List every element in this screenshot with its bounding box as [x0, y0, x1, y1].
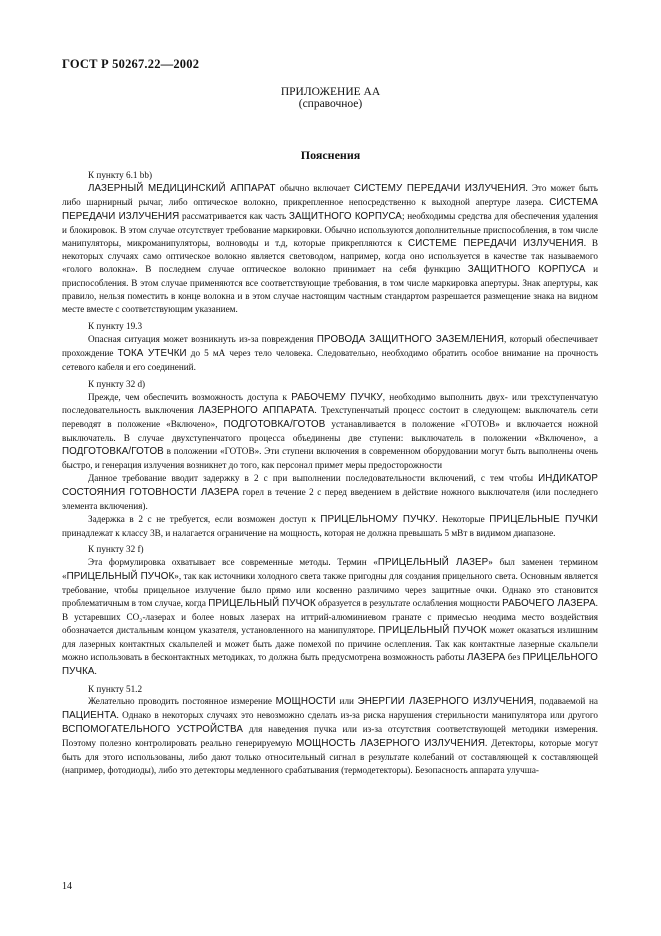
- body-paragraph: [62, 556, 598, 678]
- paragraph-text: устанавливается в положение «ГОТОВ» и включается ножной выключатель. В случае двухступенчатого процесса объединены две ступени: выключатель в положении «Включено», а: [62, 419, 598, 444]
- paragraph-text: , необходимо выполнить двух- или трехступенчатую последовательность выключения: [62, 391, 598, 416]
- paragraph-text: горел в течение 2 с перед введением в действие ножного выключателя (или последнего элемента включения).: [62, 486, 598, 511]
- defined-term: МОЩНОСТИ: [275, 696, 336, 708]
- clause-reference: К пункту 19.3: [88, 320, 143, 331]
- paragraph-text: принадлежат к классу 3В, и налагается ограничение на мощность, которая не должна превышать 5 мВт в видимом диапазоне.: [62, 527, 556, 538]
- defined-term: ТОКА УТЕЧКИ: [117, 347, 187, 359]
- clause-reference: К пункту 6.1 bb): [88, 170, 153, 180]
- defined-term: СИСТЕМЕ ПЕРЕДАЧИ ИЗЛУЧЕНИЯ: [408, 237, 584, 249]
- defined-term: ПРИЦЕЛЬНЫЙ ПУЧОК: [378, 624, 487, 636]
- paragraph-text: до 5 мА через тело человека. Следовательно, необходимо обратить особое внимание на прочность сетевого кабеля и его соединений.: [62, 347, 599, 372]
- page-number: 14: [62, 881, 72, 892]
- defined-term: РАБОЧЕГО ЛАЗЕРА: [502, 598, 596, 610]
- defined-term: ПРИЦЕЛЬНЫЙ ПУЧОК: [208, 598, 316, 610]
- defined-term: РАБОЧЕМУ ПУЧКУ: [291, 391, 383, 403]
- defined-term: ЭНЕРГИИ ЛАЗЕРНОГО ИЗЛУЧЕНИЯ: [357, 696, 534, 708]
- defined-term: ИНДИКАТОР СОСТОЯНИЯ ГОТОВНОСТИ ЛАЗЕРА: [62, 472, 598, 498]
- paragraph-text: Опасная ситуация может возникнуть из-за повреждения: [88, 333, 317, 344]
- annex-title: ПРИЛОЖЕНИЕ АА: [280, 86, 381, 98]
- defined-term: ЛАЗЕРНЫЙ МЕДИЦИНСКИЙ АППАРАТ: [88, 182, 276, 194]
- paragraph-text: для наведения пучка или из-за отсутствия соответствующей методики измерения. Поэтому полезно контролировать реально генерируемую: [62, 724, 598, 749]
- paragraph-text: Данное требование вводит задержку в 2 с при выполнении последовательности включений, с тем чтобы: [88, 472, 539, 483]
- body-paragraph: [62, 182, 598, 316]
- defined-term: СИСТЕМУ ПЕРЕДАЧИ ИЗЛУЧЕНИЯ: [353, 182, 526, 194]
- defined-term: ПРОВОДА ЗАЩИТНОГО ЗАЗЕМЛЕНИЯ: [316, 333, 504, 345]
- paragraph-text: ; необходимы средства для обеспечения удаления и блокировок. В этом случае отсутствует требование маркировки. Обычно используются дополнительные приспособления, в том числе манипуляторы, микроманипуляторы, волноводы и т.д, которые прикрепляются к: [62, 210, 598, 248]
- paragraph-text: может оказаться излишним для лазерных контактных скальпелей и может быть даже помехой по причине ослепления. Так как контактные лазерные скальпели можно использовать в бесконтактных методиках, то должна быть предусмотрена возможность работы: [62, 624, 598, 662]
- paragraph-text: » был заменен термином «: [62, 557, 598, 582]
- paragraph-text: . В некоторых случаях само оптическое волокно является световодом, например, когда оно используется в качестве так называемого «голого волокна». В последнем случае оптическое волокно принимает на себя функцию: [62, 237, 598, 275]
- defined-term: ЛАЗЕРА: [466, 651, 506, 663]
- annex-type: (справочное): [298, 98, 363, 110]
- defined-term: ПАЦИЕНТА: [62, 710, 117, 722]
- defined-term: ПРИЦЕЛЬНЫЙ ЛАЗЕР: [377, 557, 489, 569]
- paragraph-text: , который обеспечивает прохождение: [62, 333, 598, 358]
- paragraph-text: и приспособления. В этом случае применяются все соответствующие требования, в том числе маркировка апертуры. Знак апертуры, как правило, нельзя поместить в конце волокна и в этом случае настоящим частным стандартом разрешается размещение знака на видном месте вместе с соответствующим указанием.: [62, 264, 598, 315]
- clause-reference: К пункту 32 d): [88, 378, 146, 389]
- defined-term: ПРИЦЕЛЬНЫЕ ПУЧКИ: [489, 513, 598, 525]
- defined-term: ВСПОМОГАТЕЛЬНОГО УСТРОЙСТВА: [62, 724, 243, 736]
- defined-term: ПРИЦЕЛЬНОГО ПУЧКА: [62, 651, 598, 677]
- body-paragraph: [62, 472, 598, 513]
- paragraph-text: , подаваемой на: [533, 696, 598, 707]
- paragraph-text: обычно включает: [275, 182, 354, 193]
- defined-term: ПОДГОТОВКА/ГОТОВ: [62, 446, 164, 458]
- defined-term: ЗАЩИТНОГО КОРПУСА: [288, 210, 402, 222]
- defined-term: ЗАЩИТНОГО КОРПУСА: [467, 264, 586, 276]
- defined-term: СИСТЕМА ПЕРЕДАЧИ ИЗЛУЧЕНИЯ: [62, 196, 598, 222]
- paragraph-text: рассматривается как часть: [179, 210, 289, 221]
- paragraph-text: .: [94, 665, 97, 676]
- paragraph-text: или: [335, 696, 358, 707]
- paragraph-text: без: [505, 651, 523, 662]
- paragraph-text: . Однако в некоторых случаях это невозможно сделать из-за риска нарушения стерильности манипулятора или другого: [116, 710, 598, 721]
- body-paragraph: [62, 695, 598, 776]
- body-paragraph: [62, 513, 598, 540]
- paragraph-text: Задержка в 2 с не требуется, если возможен доступ к: [88, 513, 321, 524]
- body-paragraph: [62, 333, 598, 374]
- defined-term: ЛАЗЕРНОГО АППАРАТА: [198, 405, 315, 417]
- paragraph-text: Эта формулировка охватывает все современные методы. Термин «: [88, 557, 378, 568]
- clause-reference: К пункту 51.2: [88, 683, 143, 694]
- defined-term: ПРИЦЕЛЬНОМУ ПУЧКУ: [320, 513, 436, 525]
- document-header: ГОСТ Р 50267.22—2002: [62, 57, 200, 71]
- paragraph-text: . Трехступенчатый процесс состоит в следующем: выключатель сети переводят в положение «Включено»,: [62, 405, 599, 430]
- defined-term: ПОДГОТОВКА/ГОТОВ: [223, 419, 326, 431]
- paragraph-text: », так как источники холодного света также пригодны для создания прицельного света. Основным является требование, чтобы прицельное излучение было прямо или косвенно различимо через защитные очки. Однако это становится проблематичным в том случае, когда: [62, 571, 598, 609]
- document-body: [62, 165, 598, 777]
- section-title: Пояснения: [300, 148, 361, 162]
- paragraph-text: Прежде, чем обеспечить возможность доступа к: [88, 391, 292, 402]
- body-paragraph: [62, 391, 598, 472]
- clause-reference: К пункту 32 f): [88, 544, 144, 555]
- paragraph-text: . Детекторы, которые могут быть для этого использованы, либо дают только относительный сигнал в результате колебаний от составляющей к составляющей (например, фотодиоды), либо это детекторы медленного срабатывания (термодетекторы). Безопасность аппарата улучша-: [62, 738, 598, 775]
- paragraph-text: образуется в результате ослабления мощности: [315, 598, 503, 609]
- paragraph-text: . В устаревших CO₂-лазерах и более новых лазерах на иттрий-алюминиевом гранате с примесью неодима место воздействия обозначается дистальным концом указателя, установленного на манипуляторе.: [62, 598, 598, 635]
- defined-term: ПРИЦЕЛЬНЫЙ ПУЧОК: [66, 571, 175, 583]
- paragraph-text: . Это может быть либо шарнирный рычаг, либо оптическое волокно, прикрепленное непосредственно к выходной апертуре лазера.: [62, 182, 598, 207]
- paragraph-text: в положении «ГОТОВ». Эти ступени включения в современном оборудовании могут быть выполнены очень быстро, и генерация излучения возникнет до того, как персонал примет меры предосторожности: [62, 446, 598, 471]
- paragraph-text: . Некоторые: [435, 513, 490, 524]
- paragraph-text: Желательно проводить постоянное измерение: [88, 696, 276, 707]
- defined-term: МОЩНОСТЬ ЛАЗЕРНОГО ИЗЛУЧЕНИЯ: [296, 738, 486, 750]
